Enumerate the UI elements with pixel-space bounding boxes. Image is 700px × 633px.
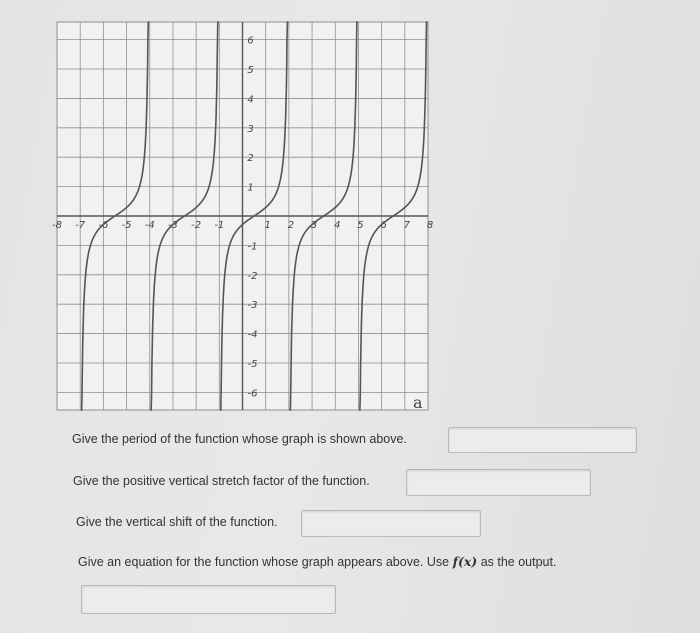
y-tick-label: -2 [247,270,258,282]
x-tick-label: 4 [334,220,341,231]
y-tick-label: -5 [247,358,258,370]
y-tick-label: 2 [247,153,254,165]
x-tick-label: -4 [144,220,155,231]
question-equation: Give an equation for the function whose graph appears above. Use f(x) as the output. [78,554,557,569]
x-tick-label: 7 [403,220,410,231]
x-tick-label: -1 [214,220,225,231]
x-tick-label: 8 [426,220,434,231]
x-tick-label: -3 [167,220,178,231]
x-tick-label: 2 [287,220,295,231]
y-tick-label: 4 [247,94,254,106]
question-period: Give the period of the function whose graph is shown above. [72,432,407,446]
vertical-shift-answer-input[interactable] [301,510,481,537]
question-vertical-shift: Give the vertical shift of the function. [76,515,278,529]
question-stretch-factor: Give the positive vertical stretch factor of the function. [73,474,370,488]
y-tick-label: -6 [247,388,258,400]
y-tick-label: -3 [247,300,258,312]
fx-notation: f(x) [452,554,478,569]
y-tick-label: -4 [247,329,258,341]
y-tick-label: 6 [247,35,254,47]
x-tick-label: -8 [52,220,62,231]
y-tick-label: 1 [247,182,254,194]
y-tick-label: 5 [247,65,254,77]
x-tick-label: -7 [75,220,86,231]
equation-answer-input[interactable] [81,585,336,614]
graph-axis-label: a [413,393,423,412]
y-tick-label: 3 [247,123,254,135]
x-tick-label: 1 [264,220,271,231]
period-answer-input[interactable] [448,427,637,453]
x-tick-label: -6 [98,220,109,231]
x-tick-label: -5 [121,220,132,231]
x-tick-label: 6 [380,220,387,231]
x-tick-label: -2 [191,220,202,231]
y-tick-label: -1 [247,241,258,253]
stretch-factor-answer-input[interactable] [406,469,591,496]
x-tick-label: 5 [357,220,364,231]
x-tick-label: 3 [310,220,318,231]
